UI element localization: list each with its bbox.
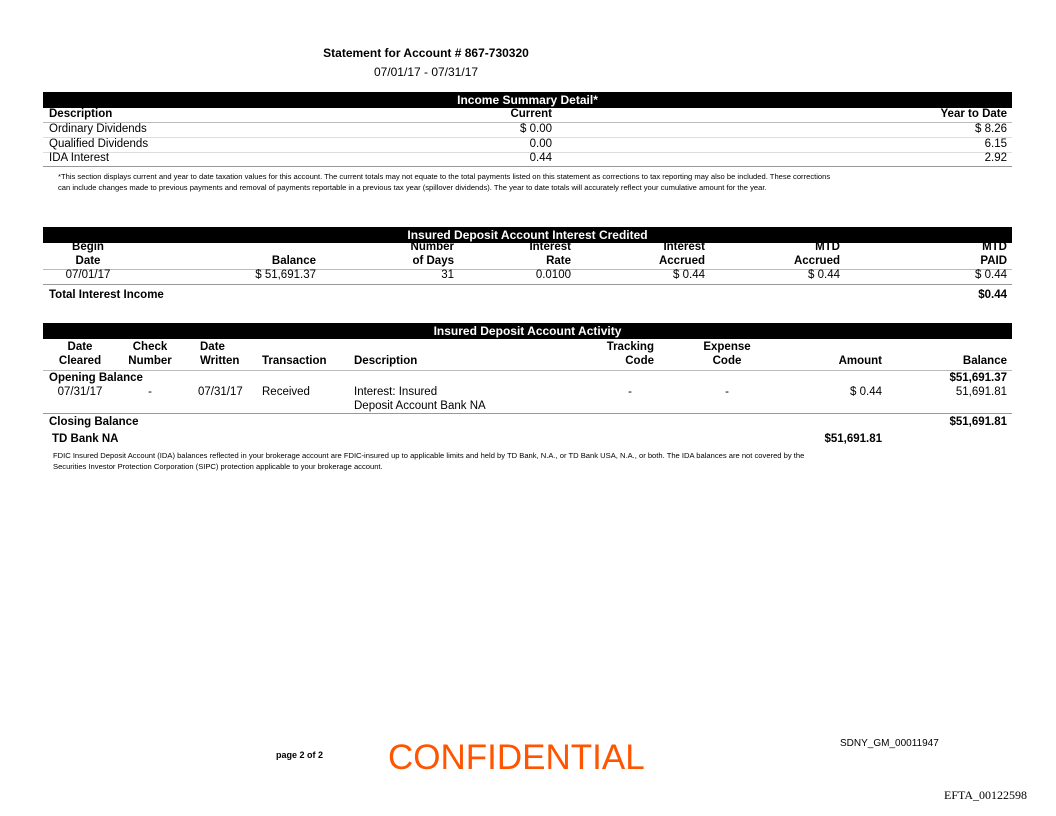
- income-row-desc: IDA Interest: [49, 152, 110, 164]
- hdr-description: Description: [354, 355, 418, 367]
- page-number: page 2 of 2: [276, 750, 324, 760]
- col-description: Description: [49, 108, 113, 120]
- income-row-ytd: $ 8.26: [975, 123, 1007, 135]
- bank-value: $51,691.81: [824, 433, 882, 445]
- hdr-mtd-paid-top: MTD: [982, 241, 1007, 253]
- hdr-mtd-accrued-bottom: Accrued: [793, 255, 840, 267]
- cell-check: -: [148, 386, 152, 398]
- income-note-line2: can include changes made to previous payments and removal of payments reportable in a previous tax year (spillover dividends). The year to date totals will accurately reflect your cumulative amount for the year.: [58, 183, 767, 192]
- fdic-note-line2: Securities Investor Protection Corporation (SIPC) protection applicable to your brokerage account.: [53, 462, 383, 471]
- hdr-mtd-accrued-top: MTD: [815, 241, 840, 253]
- activity-bar: Insured Deposit Account Activity: [43, 323, 1012, 339]
- cell-mtd-paid: $ 0.44: [975, 269, 1007, 281]
- cell-accrued: $ 0.44: [673, 269, 705, 281]
- hdr-days-top: Number: [410, 241, 454, 253]
- income-row-current: 0.00: [529, 138, 552, 150]
- hdr-expense-top: Expense: [703, 341, 751, 353]
- income-summary-bar: Income Summary Detail*: [43, 92, 1012, 108]
- col-current: Current: [510, 108, 552, 120]
- cell-transaction: Received: [262, 386, 310, 398]
- hdr-tracking-bottom: Code: [625, 355, 654, 367]
- hdr-balance: Balance: [962, 355, 1007, 367]
- income-row-ytd: 6.15: [984, 138, 1007, 150]
- opening-balance-label: Opening Balance: [49, 372, 143, 384]
- hdr-check-bottom: Number: [128, 355, 172, 367]
- hdr-rate-top: Interest: [529, 241, 571, 253]
- hdr-tracking-top: Tracking: [606, 341, 654, 353]
- statement-period: 07/01/17 - 07/31/17: [373, 65, 479, 79]
- hdr-expense-bottom: Code: [712, 355, 742, 367]
- income-row-desc: Qualified Dividends: [49, 138, 149, 150]
- divider: [43, 370, 1012, 371]
- hdr-days-bottom: of Days: [412, 255, 454, 267]
- closing-balance-value: $51,691.81: [949, 416, 1007, 428]
- income-note-line1: *This section displays current and year to date taxation values for this account. The current totals may not equate to the total payments listed on this statement as corrections to tax reporting may also be included. These corrections: [58, 172, 831, 181]
- cell-begin-date: 07/01/17: [65, 269, 111, 281]
- divider: [43, 166, 1012, 167]
- income-row-current: 0.44: [529, 152, 552, 164]
- hdr-date-cleared-top: Date: [67, 341, 93, 353]
- hdr-amount: Amount: [838, 355, 882, 367]
- income-row-desc: Ordinary Dividends: [49, 123, 147, 135]
- hdr-date-written-top: Date: [200, 341, 225, 353]
- cell-tracking: -: [628, 386, 632, 398]
- interest-credited-bar: Insured Deposit Account Interest Credited: [43, 227, 1012, 243]
- cell-date-written: 07/31/17: [198, 386, 243, 398]
- total-interest-value: $0.44: [978, 289, 1007, 301]
- total-interest-label: Total Interest Income: [49, 289, 164, 301]
- bates-number: SDNY_GM_00011947: [840, 738, 939, 749]
- cell-expense: -: [725, 386, 729, 398]
- opening-balance-value: $51,691.37: [949, 372, 1007, 384]
- hdr-date-written-bottom: Written: [200, 355, 240, 367]
- cell-description-line1: Interest: Insured: [354, 386, 438, 398]
- col-ytd: Year to Date: [940, 108, 1007, 120]
- hdr-begin-bottom: Date: [75, 255, 101, 267]
- hdr-check-top: Check: [132, 341, 168, 353]
- cell-description-line2: Deposit Account Bank NA: [354, 400, 486, 412]
- hdr-date-cleared-bottom: Cleared: [58, 355, 102, 367]
- divider: [43, 413, 1012, 414]
- hdr-transaction: Transaction: [262, 355, 327, 367]
- cell-rate: 0.0100: [535, 269, 571, 281]
- cell-balance: 51,691.81: [955, 386, 1007, 398]
- fdic-note-line1: FDIC Insured Deposit Account (IDA) balances reflected in your brokerage account are FDIC-insured up to applicable limits and held by TD Bank, N.A., or TD Bank USA, N.A., or both. The IDA balances are not covered by the: [53, 451, 805, 460]
- cell-amount: $ 0.44: [850, 386, 882, 398]
- efta-number: EFTA_00122598: [944, 788, 1028, 802]
- hdr-accrued-top: Interest: [663, 241, 705, 253]
- hdr-rate-bottom: Rate: [546, 255, 571, 267]
- hdr-mtd-paid-bottom: PAID: [980, 255, 1007, 267]
- confidential-stamp: CONFIDENTIAL: [388, 738, 645, 777]
- hdr-begin-top: Begin: [72, 241, 104, 253]
- bank-label: TD Bank NA: [52, 433, 119, 445]
- cell-days: 31: [441, 269, 454, 281]
- hdr-accrued-bottom: Accrued: [658, 255, 705, 267]
- hdr-balance: Balance: [271, 255, 316, 267]
- income-row-current: $ 0.00: [520, 123, 552, 135]
- income-row-ytd: 2.92: [984, 152, 1007, 164]
- divider: [43, 284, 1012, 285]
- statement-title: Statement for Account # 867-730320: [323, 46, 529, 60]
- cell-date-cleared: 07/31/17: [57, 386, 103, 398]
- cell-balance: $ 51,691.37: [255, 269, 316, 281]
- cell-mtd-accrued: $ 0.44: [808, 269, 840, 281]
- closing-balance-label: Closing Balance: [49, 416, 139, 428]
